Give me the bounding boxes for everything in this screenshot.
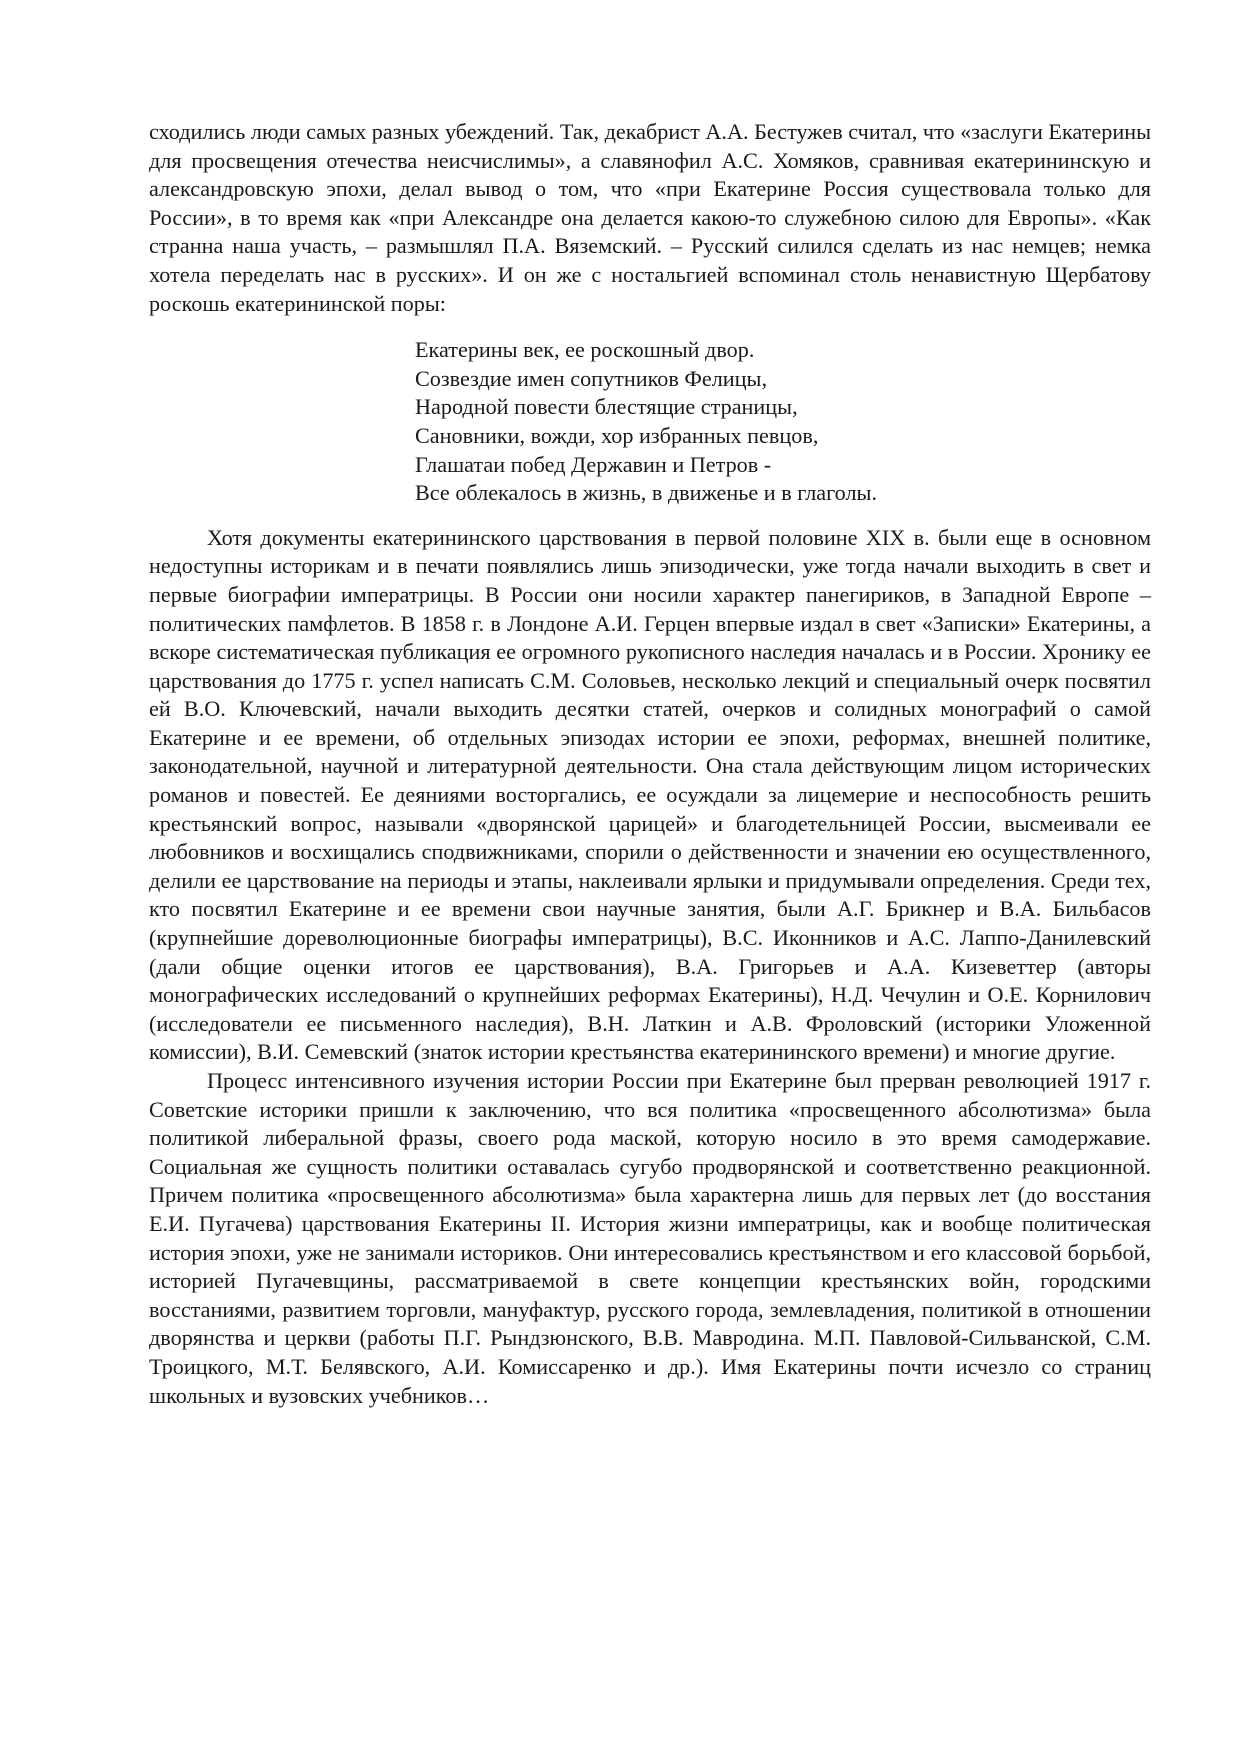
paragraph-historiography-19th-century: Хотя документы екатерининского царствования в первой половине XIX в. были еще в основном недоступны историкам и в печати появлялись лишь эпизодически, уже тогда начали выходить в свет и первые биографии императрицы. В России они носили характер панегириков, в Западной Европе – политических памфлетов. В 1858 г. в Лондоне А.И. Герцен впервые издал в свет «Записки» Екатерины, а вскоре систематическая публикация ее огромного рукописного наследия началась и в России. Хронику ее царствования до 1775 г. успел написать С.М. Соловьев, несколько лекций и специальный очерк посвятил ей В.О. Ключевский, начали выходить десятки статей, очерков и солидных монографий о самой Екатерине и ее времени, об отдельных эпизодах истории ее эпохи, реформах, внешней политике, законодательной, научной и литературной деятельности. Она стала действующим лицом исторических романов и повестей. Ее деяниями восторгались, ее осуждали за лицемерие и неспособность решить крестьянский вопрос, называли «дворянской царицей» и благодетельницей России, высмеивали ее любовников и восхищались сподвижниками, спорили о действенности и значении ею осуществленного, делили ее царствование на периоды и этапы, наклеивали ярлыки и придумывали определения. Среди тех, кто посвятил Екатерине и ее времени свои научные занятия, были А.Г. Брикнер и В.А. Бильбасов (крупнейшие дореволюционные биографы императрицы), В.С. Иконников и А.С. Лаппо-Данилевский (дали общие оценки итогов ее царствования), В.А. Григорьев и А.А. Кизеветтер (авторы монографических исследований о крупнейших реформах Екатерины), Н.Д. Чечулин и О.Е. Корнилович (исследователи ее письменного наследия), В.Н. Латкин и А.В. Фроловский (историки Уложенной комиссии), В.И. Семевский (знаток истории крестьянства екатерининского времени) и многие другие. xyxy=(149,524,1151,1065)
paragraph-soviet-historiography: Процесс интенсивного изучения истории России при Екатерине был прерван революцией 1917 г. Советские историки пришли к заключению, что вся политика «просвещенного абсолютизма» была политикой либеральной фразы, своего рода маской, которую носило в это время самодержавие. Социальная же сущность политики оставалась сугубо продворянской и соответственно реакционной. Причем политика «просвещенного абсолютизма» была характерна лишь для первых лет (до восстания Е.И. Пугачева) царствования Екатерины II. История жизни императрицы, как и вообще политическая история эпохи, уже не занимали историков. Они интересовались крестьянством и его классовой борьбой, историей Пугачевщины, рассматриваемой в свете концепции крестьянских войн, городскими восстаниями, развитием торговли, мануфактур, русского города, землевладения, политикой в отношении дворянства и церкви (работы П.Г. Рындзюнского, В.В. Мавродина. М.П. Павловой-Сильванской, С.М. Троицкого, М.Т. Белявского, А.И. Комиссаренко и др.). Имя Екатерины почти исчезло со страниц школьных и вузовских учебников… xyxy=(149,1068,1151,1408)
poem-line-2: Созвездие имен сопутников Фелицы, xyxy=(415,365,767,391)
poem-line-4: Сановники, вожди, хор избранных певцов, xyxy=(415,422,819,448)
poem-line-1: Екатерины век, ее роскошный двор. xyxy=(415,337,755,363)
poem-quote xyxy=(415,336,1151,508)
poem-line-6: Все облекалось в жизнь, в движенье и в глаголы. xyxy=(415,480,878,506)
document-page xyxy=(149,118,1151,1410)
poem-line-3: Народной повести блестящие страницы, xyxy=(415,394,798,420)
paragraph-opening: сходились люди самых разных убеждений. Так, декабрист А.А. Бестужев считал, что «заслуги Екатерины для просвещения отечества неисчислимы», а славянофил А.С. Хомяков, сравнивая екатерининскую и александровскую эпохи, делал вывод о том, что «при Екатерине Россия существовала только для России», в то время как «при Александре она делается какою-то служебною силою для Европы». «Как странна наша участь, – размышлял П.А. Вяземский. – Русский силился сделать из нас немцев; немка хотела переделать нас в русских». И он же с ностальгией вспоминал столь ненавистную Щербатову роскошь екатерининской поры: xyxy=(149,119,1151,316)
poem-line-5: Глашатаи побед Державин и Петров - xyxy=(415,451,772,477)
